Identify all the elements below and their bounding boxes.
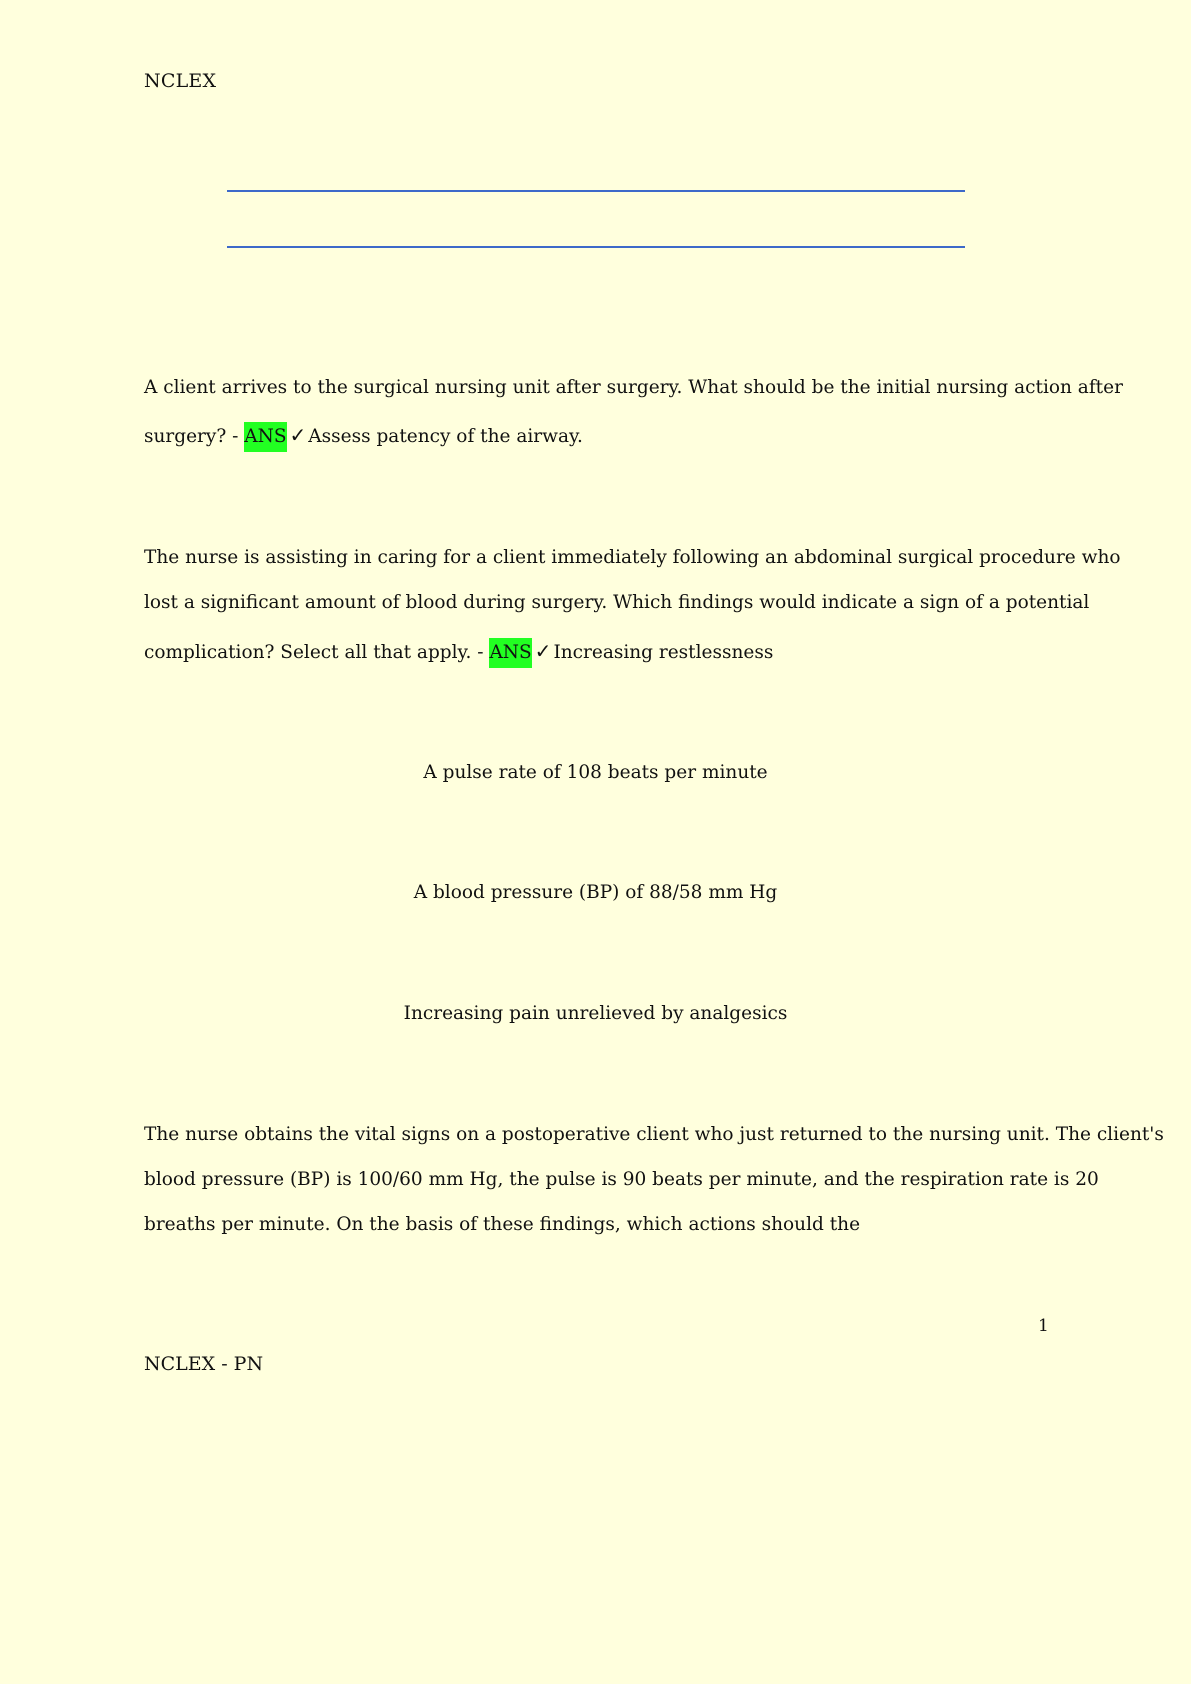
question-2-line-2: lost a significant amount of blood during surgery. Which findings would indicate a sign of a potential — [144, 592, 1090, 613]
answer-option: A pulse rate of 108 beats per minute — [423, 762, 768, 783]
header-rule-bottom — [227, 246, 965, 248]
question-1-answer: Assess patency of the airway. — [308, 426, 583, 447]
answer-option: Increasing pain unrelieved by analgesics — [403, 1003, 788, 1024]
page-header: NCLEX — [144, 70, 217, 92]
question-2-line-1: The nurse is assisting in caring for a client immediately following an abdominal surgical procedure who — [144, 547, 1121, 568]
question-2-prefix: complication? Select all that apply. - — [144, 642, 490, 663]
ans-badge: ANS — [244, 422, 286, 452]
header-rule-top — [227, 190, 965, 192]
checkmark-icon: ✓ — [534, 639, 552, 663]
ans-badge: ANS — [489, 638, 531, 668]
question-3-line-2: blood pressure (BP) is 100/60 mm Hg, the pulse is 90 beats per minute, and the respiration rate is 20 — [144, 1169, 1099, 1190]
answer-option: A blood pressure (BP) of 88/58 mm Hg — [413, 882, 778, 903]
question-1-line-1: A client arrives to the surgical nursing unit after surgery. What should be the initial nursing action after — [144, 377, 1123, 398]
question-3-line-1: The nurse obtains the vital signs on a postoperative client who just returned to the nursing unit. The client's — [144, 1124, 1164, 1145]
question-1-prefix: surgery? - — [144, 426, 245, 447]
page-footer: NCLEX - PN — [144, 1353, 264, 1375]
question-3-line-3: breaths per minute. On the basis of these findings, which actions should the — [144, 1214, 861, 1235]
question-2-answer: Increasing restlessness — [553, 642, 774, 663]
page-number: 1 — [1038, 1316, 1049, 1336]
question-2-answer-line — [144, 638, 773, 668]
checkmark-icon: ✓ — [289, 423, 307, 447]
question-1-answer-line — [144, 422, 583, 452]
